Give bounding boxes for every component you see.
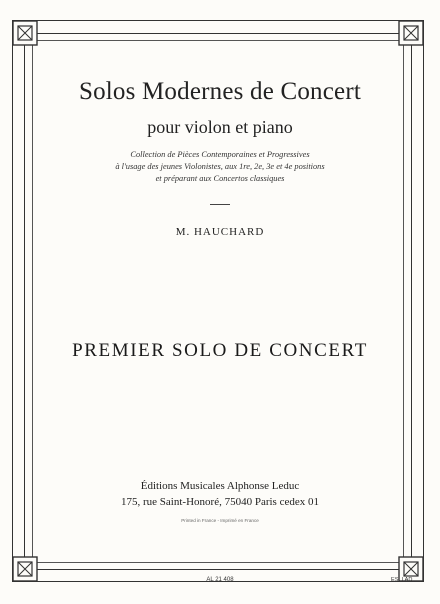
work-title: PREMIER SOLO DE CONCERT: [72, 340, 368, 361]
publisher-name: Éditions Musicales Alphonse Leduc: [140, 480, 300, 492]
description-line: Collection de Pièces Contemporaines et Progressives: [130, 150, 310, 159]
description-line: à l'usage des jeunes Violonistes, aux 1re, 2e, 3e et 4e positions: [115, 162, 325, 171]
divider: [210, 204, 230, 205]
instrumentation-subtitle: pour violon et piano: [147, 117, 293, 137]
description-line: et préparant aux Concertos classiques: [155, 174, 285, 183]
corner-ornament-icon: [398, 20, 424, 46]
collection-title: Solos Modernes de Concert: [78, 78, 362, 105]
catalog-number: AL 21 408: [206, 577, 234, 583]
edition-code: ES. LAD: [391, 577, 413, 583]
printed-in-note: Printed in France - Imprimé en France: [181, 518, 259, 523]
corner-ornament-icon: [12, 20, 38, 46]
composer-name: M. HAUCHARD: [175, 226, 265, 238]
publisher-address: 175, rue Saint-Honoré, 75040 Paris cedex 01: [121, 496, 319, 508]
